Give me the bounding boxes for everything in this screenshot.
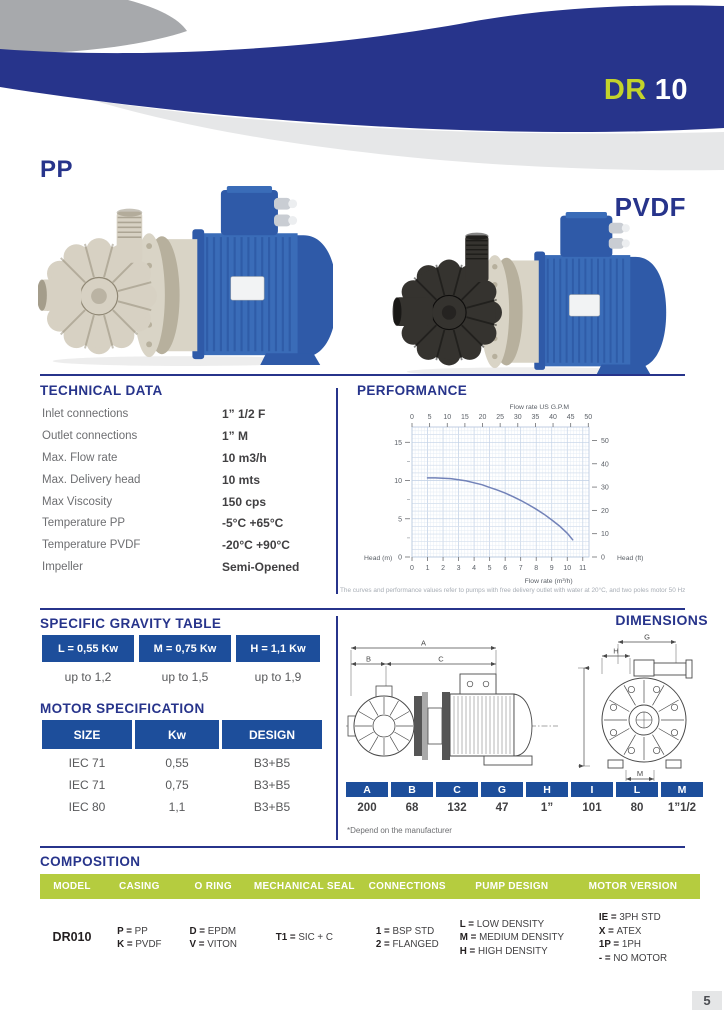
performance-chart: [356, 398, 650, 588]
composition-line: T1 = SIC + C: [275, 932, 333, 944]
material-label-pvdf: PVDF: [614, 192, 686, 222]
svg-text:30: 30: [601, 484, 609, 492]
composition-data-row: [40, 901, 700, 975]
dimension-drawing-front-view: [574, 634, 710, 784]
svg-text:11: 11: [579, 565, 587, 572]
svg-text:0: 0: [398, 554, 402, 562]
technical-data-value: -20°C +90°C: [222, 538, 290, 553]
composition-cell: [252, 901, 357, 975]
svg-text:50: 50: [601, 437, 609, 445]
technical-data-row: [42, 425, 332, 447]
section-divider: [40, 846, 685, 848]
composition-cell: [357, 901, 458, 975]
svg-text:G: G: [644, 634, 650, 642]
svg-text:Head (m): Head (m): [364, 555, 393, 562]
svg-text:0: 0: [601, 554, 605, 562]
motor-spec-header-row: [42, 720, 322, 749]
dimension-value: 200: [357, 802, 377, 814]
technical-data-value: 1” M: [222, 428, 249, 443]
motor-spec-cell: IEC 71: [68, 778, 106, 792]
motor-spec-header: SIZE: [42, 720, 132, 749]
composition-line: - = NO MOTOR: [598, 952, 668, 964]
technical-data-label: Max. Flow rate: [42, 451, 118, 464]
composition-cell: [458, 901, 566, 975]
technical-data-label: Temperature PP: [42, 517, 126, 530]
composition-column-header: PUMP DESIGN: [475, 881, 549, 892]
technical-data-title: TECHNICAL DATA: [40, 383, 163, 398]
svg-text:5: 5: [427, 414, 432, 421]
svg-text:B: B: [365, 654, 372, 664]
svg-text:1: 1: [425, 565, 430, 572]
dimension-header: B: [391, 782, 433, 797]
specific-gravity-value: up to 1,9: [254, 670, 302, 684]
motor-spec-cell: B3+B5: [253, 778, 291, 792]
technical-data-row: [42, 512, 332, 534]
page-number: 5: [692, 991, 722, 1010]
composition-cell: [566, 901, 700, 975]
svg-text:H: H: [613, 646, 619, 656]
model-prefix: DR: [603, 74, 647, 106]
technical-data-row: [42, 469, 332, 491]
technical-data-label: Max. Delivery head: [42, 473, 141, 486]
composition-line: P = PP: [117, 925, 148, 937]
composition-column-header: CONNECTIONS: [368, 881, 446, 892]
svg-text:15: 15: [460, 414, 469, 421]
composition-cell-lines: [599, 911, 667, 965]
technical-data-label: Inlet connections: [42, 407, 129, 420]
specific-gravity-value-row: [42, 666, 320, 688]
svg-text:9: 9: [549, 565, 554, 572]
specific-gravity-value: up to 1,5: [161, 670, 209, 684]
composition-line: V = VITON: [189, 939, 237, 950]
specific-gravity-header: M = 0,75 Kw: [139, 635, 231, 662]
specific-gravity-header-row: [42, 635, 320, 662]
composition-cell: [40, 901, 104, 975]
specific-gravity-header: L = 0,55 Kw: [42, 635, 134, 662]
technical-data-label: Impeller: [42, 561, 83, 574]
svg-text:15: 15: [394, 439, 402, 447]
composition-line: 2 = FLANGED: [375, 939, 439, 950]
technical-data-value: 10 m3/h: [222, 450, 267, 465]
motor-spec-cell: IEC 80: [68, 800, 106, 814]
composition-column-header: MECHANICAL SEAL: [253, 881, 355, 892]
motor-spec-cell: B3+B5: [253, 800, 291, 814]
dimension-value: 132: [447, 802, 467, 814]
dimension-value: 80: [630, 802, 644, 814]
technical-data-label: Outlet connections: [42, 429, 138, 442]
composition-line: H = HIGH DENSITY: [459, 945, 548, 957]
model-number: 10: [654, 74, 688, 106]
dimension-header: I: [571, 782, 613, 797]
svg-text:40: 40: [601, 461, 609, 469]
motor-spec-cell: 0,75: [165, 778, 189, 792]
technical-data-row: [42, 534, 332, 556]
material-label-pp: PP: [40, 156, 74, 183]
svg-text:10: 10: [443, 414, 452, 421]
svg-text:Flow rate (m³/h): Flow rate (m³/h): [524, 578, 573, 585]
dimension-header: C: [436, 782, 478, 797]
dimensions-title: DIMENSIONS: [615, 612, 708, 628]
dimension-drawing-side-view: [346, 638, 562, 783]
composition-cell-lines: [276, 931, 333, 945]
svg-text:5: 5: [398, 516, 402, 524]
performance-title: PERFORMANCE: [357, 383, 468, 398]
svg-text:7: 7: [518, 565, 523, 572]
composition-cell-lines: [190, 925, 237, 952]
composition-cell-lines: [53, 931, 92, 945]
section-divider: [40, 374, 685, 376]
svg-text:4: 4: [472, 565, 477, 572]
specific-gravity-title: SPECIFIC GRAVITY TABLE: [40, 616, 222, 631]
dimension-value: 47: [495, 802, 509, 814]
composition-header-bar: [40, 874, 700, 899]
motor-spec-cell: 0,55: [165, 756, 189, 770]
svg-text:10: 10: [601, 531, 609, 539]
svg-text:M: M: [636, 769, 644, 778]
pump-photo-pvdf: [388, 212, 668, 378]
technical-data-value: 1” 1/2 F: [222, 406, 266, 421]
composition-column-header: O RING: [194, 881, 232, 892]
dimension-table-header-row: [346, 782, 703, 797]
specific-gravity-value: up to 1,2: [64, 670, 112, 684]
svg-text:Flow rate US G.P.M: Flow rate US G.P.M: [509, 404, 570, 411]
technical-data-row: [42, 447, 332, 469]
svg-text:10: 10: [394, 478, 402, 486]
motor-spec-header: DESIGN: [222, 720, 322, 749]
svg-text:20: 20: [601, 507, 609, 515]
composition-line: 1 = BSP STD: [375, 925, 435, 937]
motor-spec-cell: B3+B5: [253, 756, 291, 770]
motor-spec-row: [42, 796, 322, 818]
svg-text:50: 50: [584, 414, 593, 421]
dimension-value: 101: [582, 802, 602, 814]
technical-data-label: Max Viscosity: [42, 495, 113, 508]
composition-line: M = MEDIUM DENSITY: [459, 932, 564, 944]
svg-text:10: 10: [563, 565, 572, 572]
svg-text:35: 35: [531, 414, 540, 421]
dimension-header: A: [346, 782, 388, 797]
dimension-header: M: [661, 782, 703, 797]
composition-line: K = PVDF: [117, 939, 162, 950]
technical-data-row: [42, 491, 332, 513]
technical-data-label: Temperature PVDF: [42, 539, 141, 552]
column-divider: [336, 388, 338, 594]
composition-line: 1P = 1PH: [598, 939, 641, 950]
motor-spec-cell: 1,1: [168, 800, 186, 814]
svg-text:6: 6: [503, 565, 508, 572]
composition-cell-lines: [117, 925, 161, 952]
svg-text:25: 25: [496, 414, 505, 421]
composition-column-header: CASING: [118, 881, 160, 892]
composition-line: X = ATEX: [598, 925, 642, 937]
dimensions-note: *Depend on the manufacturer: [347, 826, 452, 835]
svg-text:45: 45: [566, 414, 575, 421]
composition-line: L = LOW DENSITY: [459, 918, 545, 930]
technical-data-value: 150 cps: [222, 494, 267, 509]
svg-text:8: 8: [534, 565, 539, 572]
technical-data-row: [42, 403, 332, 425]
dimension-header: H: [526, 782, 568, 797]
svg-text:2: 2: [441, 565, 446, 572]
swoosh-gray-shape: [0, 0, 187, 53]
composition-line: D = EPDM: [189, 925, 237, 937]
motor-spec-row: [42, 774, 322, 796]
svg-text:30: 30: [513, 414, 522, 421]
dimension-value: 1”: [540, 802, 554, 814]
specific-gravity-header: H = 1,1 Kw: [236, 635, 320, 662]
composition-line: IE = 3PH STD: [598, 912, 661, 923]
svg-text:C: C: [438, 654, 444, 664]
composition-title: COMPOSITION: [40, 854, 141, 869]
technical-data-value: 10 mts: [222, 472, 261, 487]
motor-spec-title: MOTOR SPECIFICATION: [40, 701, 205, 716]
technical-data-value: Semi-Opened: [222, 560, 300, 575]
composition-cell: [175, 901, 252, 975]
composition-cell-lines: [376, 925, 439, 952]
performance-note: The curves and performance values refer to pumps with free delivery outlet with water at 20°C, and two poles motor 50 Hz: [340, 587, 686, 594]
svg-text:3: 3: [456, 565, 461, 572]
dimension-value: 68: [405, 802, 419, 814]
svg-text:Head (ft): Head (ft): [617, 555, 644, 562]
dimension-header: L: [616, 782, 658, 797]
composition-column-header: MODEL: [53, 881, 91, 892]
technical-data-value: -5°C +65°C: [222, 516, 284, 531]
svg-text:0: 0: [410, 565, 414, 572]
composition-line: DR010: [52, 930, 92, 945]
column-divider: [336, 616, 338, 840]
dimension-header: G: [481, 782, 523, 797]
composition-cell: [104, 901, 175, 975]
technical-data-table: [42, 403, 332, 578]
motor-spec-table: [42, 752, 322, 818]
section-divider: [40, 608, 685, 610]
composition-cell-lines: [460, 918, 564, 959]
dimension-value: 1”1/2: [667, 802, 697, 814]
pump-photo-pp: [38, 186, 333, 368]
dimension-table-value-row: [346, 799, 703, 817]
svg-text:5: 5: [487, 565, 492, 572]
svg-text:40: 40: [549, 414, 557, 421]
svg-text:20: 20: [478, 414, 487, 421]
motor-spec-cell: IEC 71: [68, 756, 106, 770]
composition-column-header: MOTOR VERSION: [588, 881, 678, 892]
motor-spec-header: Kw: [135, 720, 219, 749]
svg-text:0: 0: [410, 414, 414, 421]
svg-text:A: A: [420, 638, 427, 648]
model-badge: [604, 74, 688, 107]
technical-data-row: [42, 556, 332, 578]
motor-spec-row: [42, 752, 322, 774]
